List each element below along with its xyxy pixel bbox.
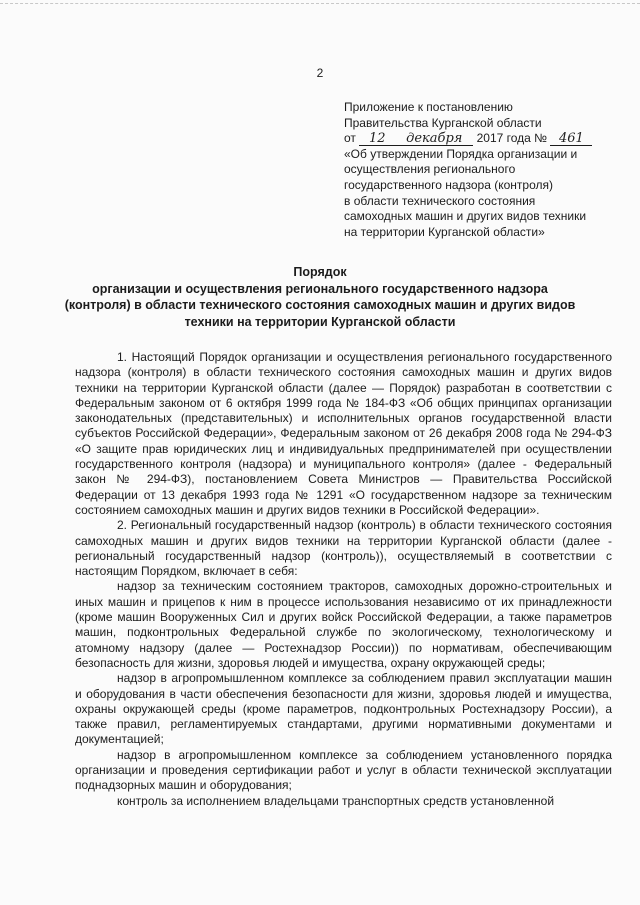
- document-title: [40, 264, 600, 330]
- appendix-line: государственного надзора (контроля): [344, 177, 553, 192]
- page-number: 2: [316, 66, 324, 80]
- paragraph: надзор в агропромышленном комплексе за соблюдением правил эксплуатации машин и оборудования в части обеспечения безопасности для жизни, здоровья людей и имущества, охраны окружающей среды (кроме параметров, подконтрольных Ростехнадзору России), а также правил, регламентируемых стандартами, другими нормативными документами и документацией;: [75, 671, 612, 747]
- paragraph: 1. Настоящий Порядок организации и осуществления регионального государственного надзора (контроля) в области технического состояния самоходных машин и других видов техники на территории Курганской области (далее — Порядок) разработан в соответствии с Федеральным законом от 6 октября 1999 года № 184-ФЗ «Об общих принципах организации законодательных (представительных) и исполнительных органов государственной власти субъектов Российской Федерации», Федеральным законом от 26 декабря 2008 года № 294-ФЗ «О защите прав юридических лиц и индивидуальных предпринимателей при осуществлении государственного контроля (надзора) и муниципального контроля» (далее - Федеральный закон № 294-ФЗ), постановлением Совета Министров — Правительства Российской Федерации от 13 декабря 1993 года № 1291 «О государственном надзоре за техническим состоянием самоходных машин и других видов техники в Российской Федерации».: [75, 350, 612, 517]
- handwritten-number: 461: [550, 132, 592, 146]
- appendix-line: «Об утверждении Порядка организации и: [344, 146, 578, 161]
- paragraph: надзор в агропромышленном комплексе за соблюдением установленного порядка организации и проведения сертификации работ и услуг в области технической эксплуатации поднадзорных машин и оборудования;: [75, 747, 612, 793]
- appendix-date-line: [344, 131, 634, 147]
- paragraph: контроль за исполнением владельцами транспортных средств установленной: [117, 793, 555, 808]
- handwritten-month: декабря: [395, 132, 473, 146]
- date-prefix: от: [344, 131, 356, 146]
- paragraph: надзор за техническим состоянием тракторов, самоходных дорожно-строительных и иных машин и прицепов к ним в процессе использования независимо от их принадлежности (кроме машин Вооруженных Сил и других войск Российской Федерации, а также параметров машин, подконтрольных Федеральной службе по экологическому, технологическому и атомному надзору (далее — Ростехнадзор России)) по нормативам, обеспечивающим безопасность для жизни, здоровья людей и имущества, охрану окружающей среды;: [75, 579, 612, 670]
- appendix-line: самоходных машин и других видов техники: [344, 209, 587, 224]
- top-edge-line: [0, 3, 640, 6]
- title-line: (контроля) в области технического состояния самоходных машин и других видов: [64, 298, 576, 312]
- title-heading: Порядок: [293, 265, 347, 279]
- appendix-line: Приложение к постановлению: [344, 100, 513, 114]
- appendix-line: Правительства Курганской области: [344, 115, 542, 130]
- title-line: организации и осуществления регионального государственного надзора: [92, 281, 548, 296]
- document-body: [75, 350, 612, 809]
- appendix-line: в области технического состояния: [344, 193, 536, 208]
- appendix-block: [344, 100, 634, 240]
- year-text: 2017 года №: [476, 131, 548, 146]
- paragraph: 2. Региональный государственный надзор (контроль) в области технического состояния самоходных машин и других видов техники на территории Курганской области (далее - региональный государственный надзор (контроль)), осуществляемый в соответствии с настоящим Порядком, включает в себя:: [75, 518, 612, 579]
- handwritten-day: 12: [359, 132, 395, 146]
- appendix-line: осуществления регионального: [344, 162, 516, 177]
- title-line: техники на территории Курганской области: [184, 314, 456, 329]
- appendix-line: на территории Курганской области»: [344, 224, 545, 239]
